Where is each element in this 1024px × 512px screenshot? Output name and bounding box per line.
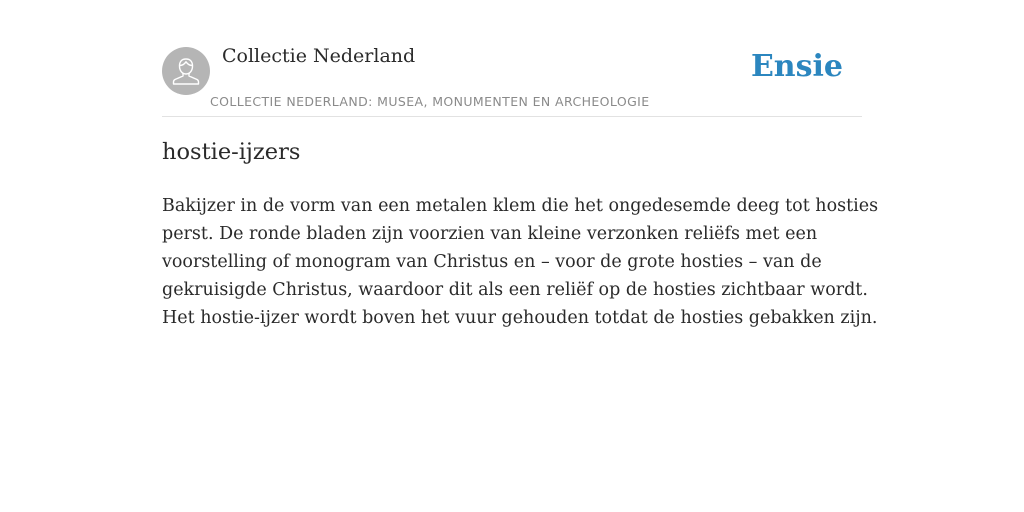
entry-body bbox=[162, 192, 879, 332]
entry-body-line: Het hostie-ijzer wordt boven het vuur gehouden totdat de hosties gebakken zijn. bbox=[162, 308, 878, 328]
entry-body-line: voorstelling of monogram van Christus en – voor de grote hosties – van de bbox=[162, 252, 822, 272]
avatar[interactable] bbox=[162, 47, 210, 95]
ensie-logo-link[interactable]: Ensie bbox=[750, 49, 843, 84]
entry-body-line: perst. De ronde bladen zijn voorzien van kleine verzonken reliëfs met een bbox=[162, 224, 818, 244]
entry-body-line: gekruisigde Christus, waardoor dit als een reliëf op de hosties zichtbaar wordt. bbox=[162, 280, 868, 300]
user-silhouette-icon bbox=[162, 47, 210, 95]
author-name[interactable]: Collectie Nederland bbox=[222, 45, 416, 67]
entry-title: hostie-ijzers bbox=[162, 139, 301, 165]
entry-body-line: Bakijzer in de vorm van een metalen klem die het ongedesemde deeg tot hosties bbox=[162, 196, 879, 216]
header bbox=[162, 0, 862, 117]
author-subtitle: COLLECTIE NEDERLAND: MUSEA, MONUMENTEN EN ARCHEOLOGIE bbox=[210, 94, 650, 109]
